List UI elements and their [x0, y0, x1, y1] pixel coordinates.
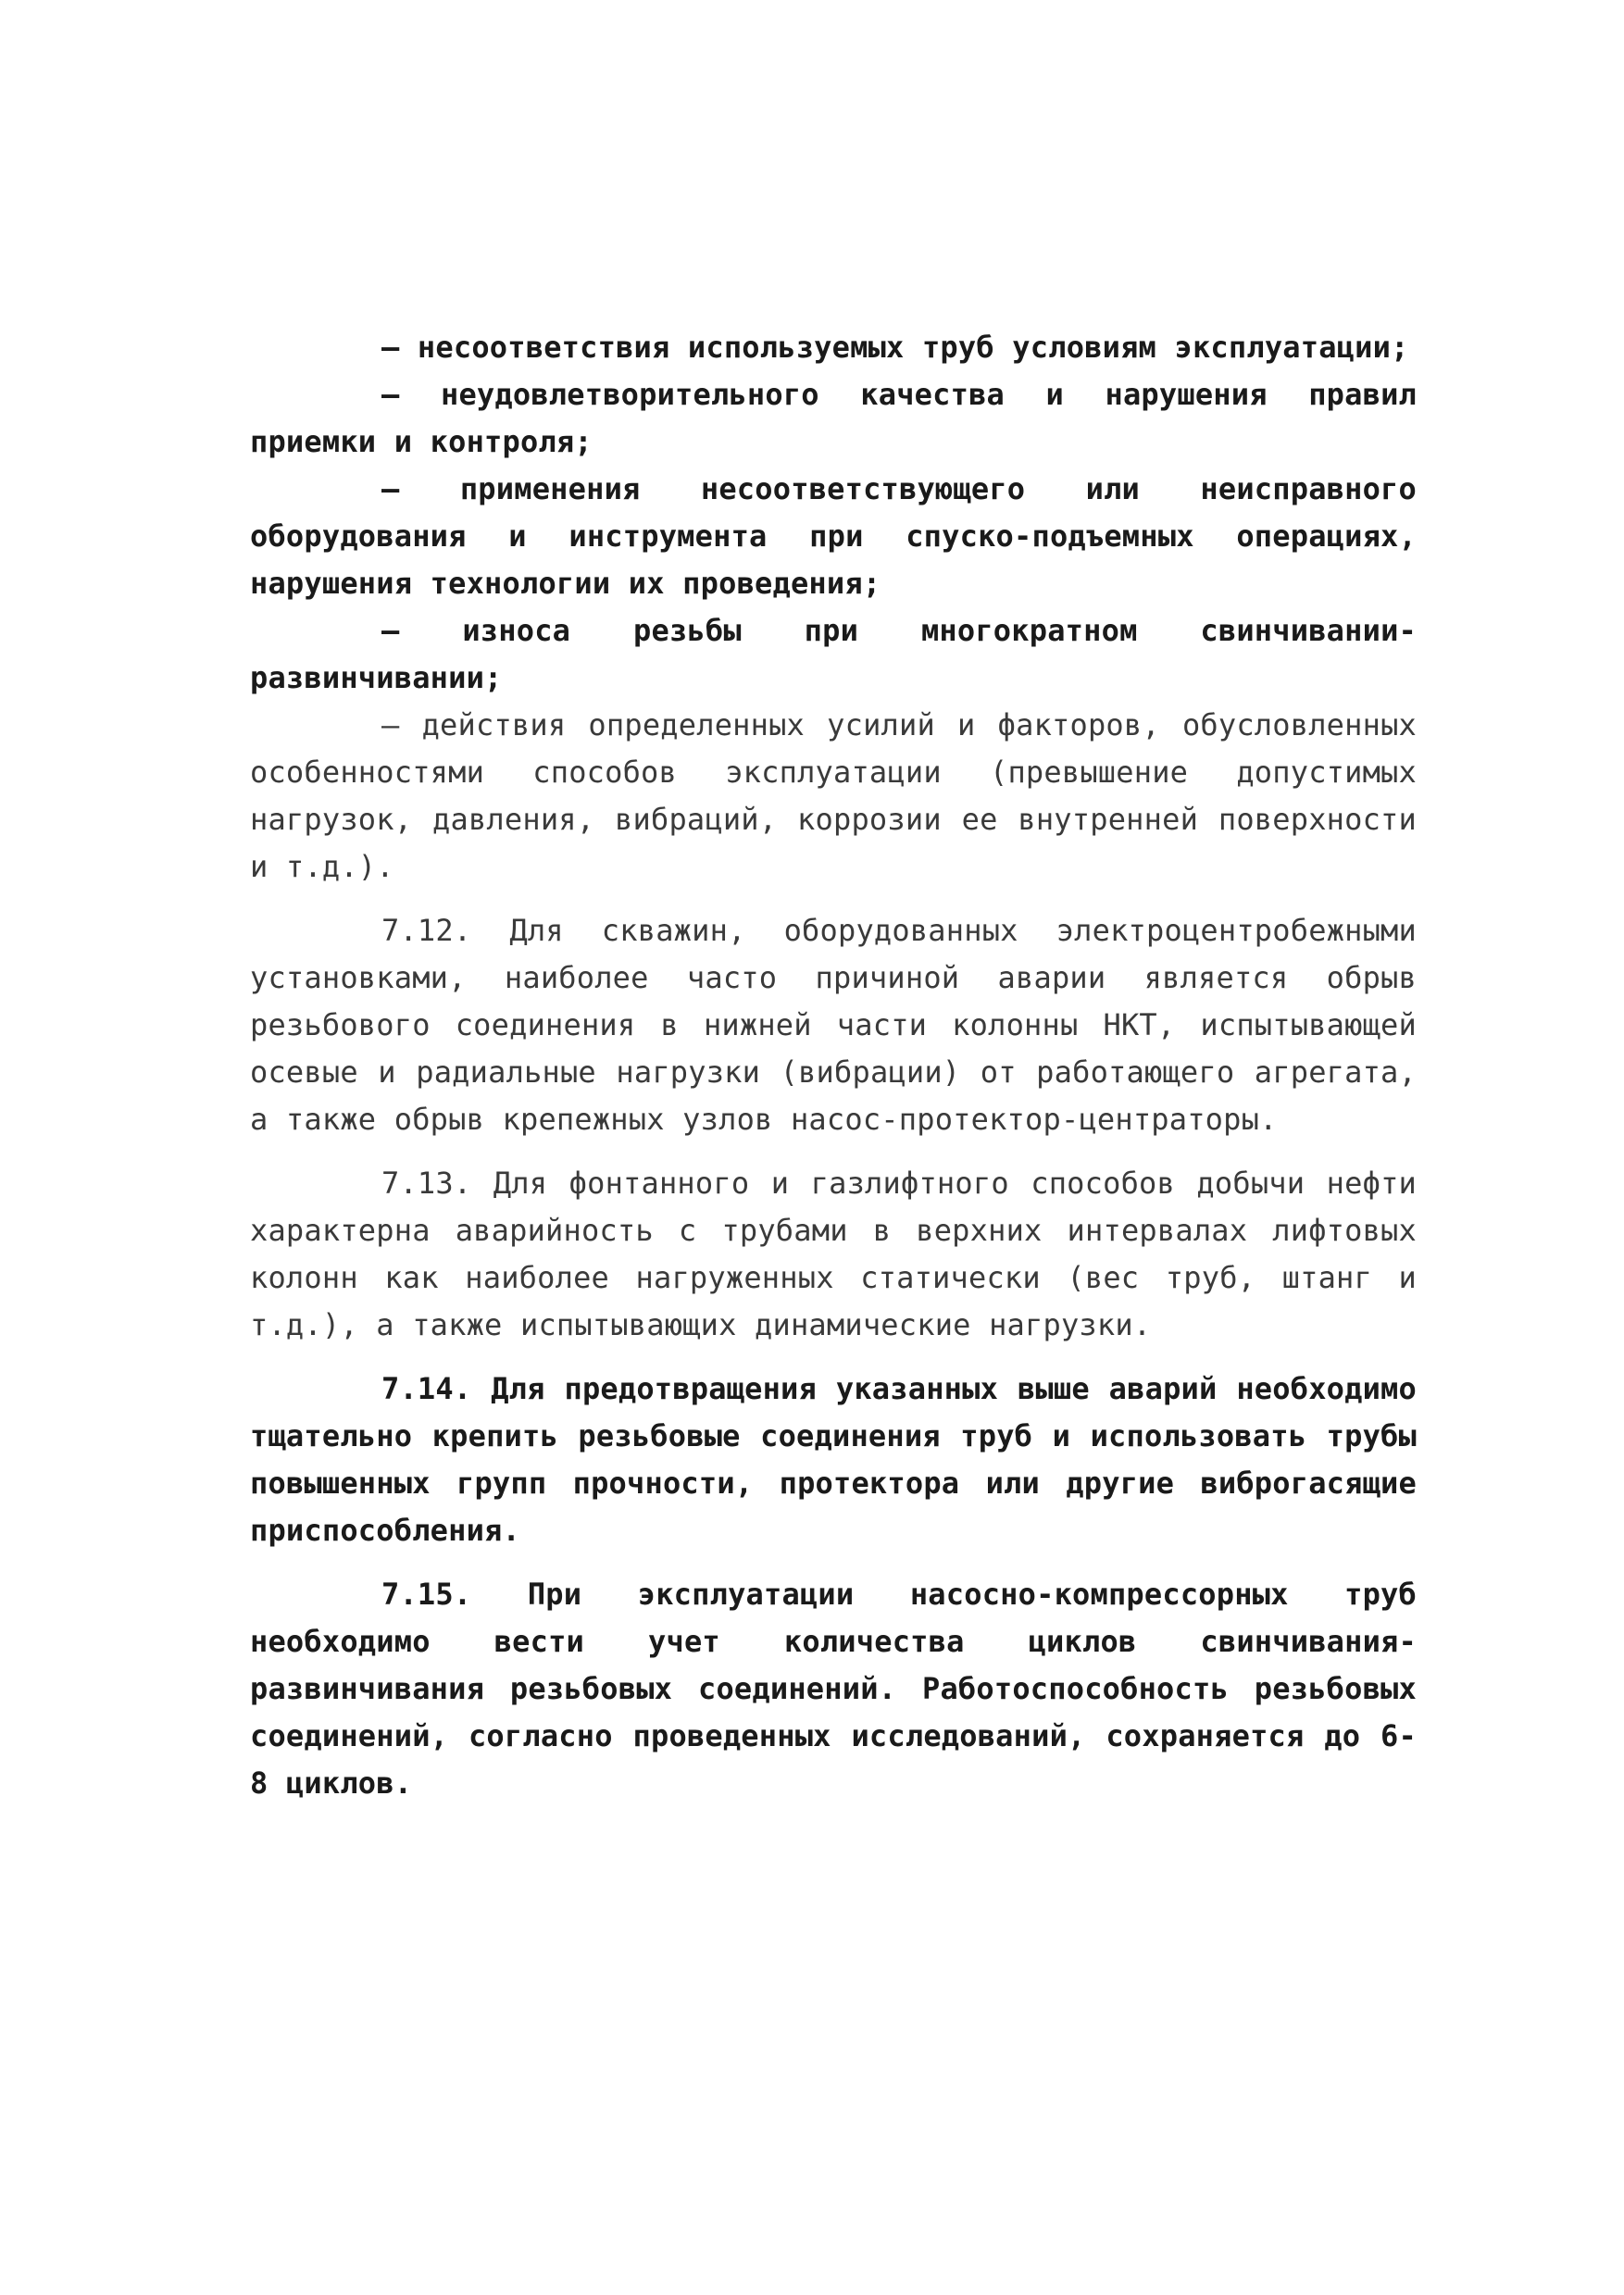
list-item-equipment: – применения несоответствующего или неисправного оборудования и инструмента при спуско-подъемных операциях, нарушения технологии их проведения; — [250, 471, 1417, 601]
section-7-13: 7.13. Для фонтанного и газлифтного способов добычи нефти характерна аварийность с трубами в верхних интервалах лифтовых колонн как наиболее нагруженных статически (вес труб, штанг и т.д.), а также испытывающих динамические нагрузки. — [250, 1166, 1417, 1342]
list-item-forces: – действия определенных усилий и факторов, обусловленных особенностями способов эксплуатации (превышение допустимых нагрузок, давления, вибраций, коррозии ее внутренней поверхности и т.д.). — [250, 707, 1417, 884]
list-item-quality: – неудовлетворительного качества и нарушения правил приемки и контроля; — [250, 377, 1417, 459]
list-item-inconsistency: – несоответствия используемых труб условиям эксплуатации; — [381, 330, 1409, 365]
section-7-12: 7.12. Для скважин, оборудованных электроцентробежными установками, наиболее часто причиной аварии является обрыв резьбового соединения в нижней части колонны НКТ, испытывающей осевые и радиальные нагрузки (вибрации) от работающего агрегата, а также обрыв крепежных узлов насос-протектор-центраторы. — [250, 913, 1417, 1137]
section-7-15: 7.15. При эксплуатации насосно-компрессорных труб необходимо вести учет количества циклов свинчивания-развинчивания резьбовых соединений. Работоспособность резьбовых соединений, согласно проведенных исследований, сохраняется до 6-8 циклов. — [250, 1577, 1417, 1801]
document-body — [250, 324, 1417, 1807]
section-7-14: 7.14. Для предотвращения указанных выше аварий необходимо тщательно крепить резьбовые соединения труб и использовать трубы повышенных групп прочности, протектора или другие виброгасящие приспособления. — [250, 1371, 1417, 1548]
list-item-thread-wear: – износа резьбы при многократном свинчивании-развинчивании; — [250, 613, 1417, 695]
